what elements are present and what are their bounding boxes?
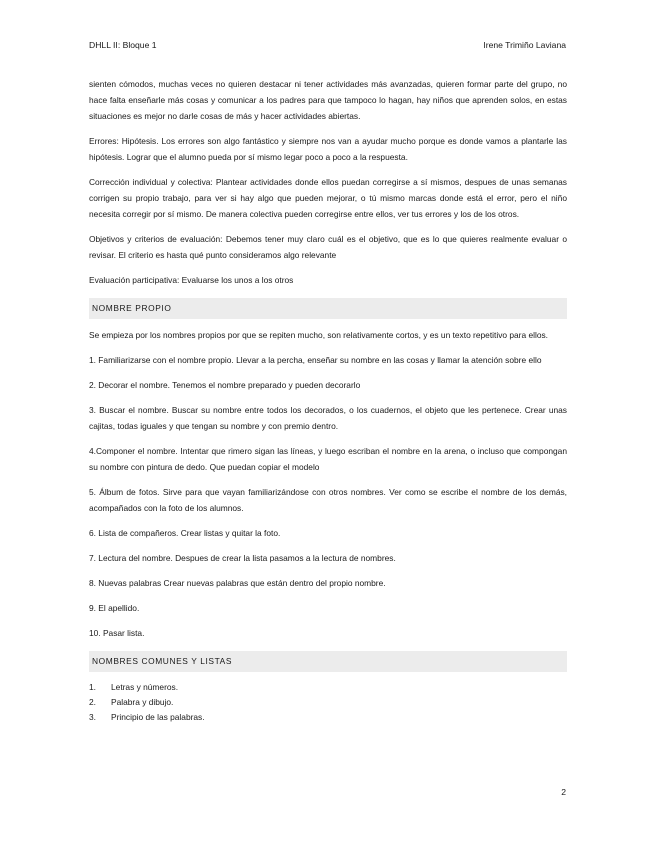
list-item	[89, 710, 567, 725]
numbered-step: 7. Lectura del nombre. Despues de crear la lista pasamos a la lectura de nombres.	[89, 553, 396, 563]
section-heading-nombre-propio: NOMBRE PROPIO	[89, 298, 567, 319]
page-content	[89, 76, 567, 725]
paragraph: Corrección individual y colectiva: Plantear actividades donde ellos puedan corregirse a sí mismos, despues de unas semanas corrigen su propio trabajo, para ver si hay algo que pueden mejorar, o tú mismo marcas donde está el error, pero el niño necesita corregir por sí mismo. De manera colectiva pueden corregirse entre ellos, ver tus errores y los de los otros.	[89, 177, 567, 219]
list-item	[89, 680, 567, 695]
list-item-number: 2.	[89, 697, 96, 707]
numbered-step: 1. Familiarizarse con el nombre propio. Llevar a la percha, enseñar su nombre en las cosas y llamar la atención sobre ello	[89, 355, 542, 365]
paragraph: sienten cómodos, muchas veces no quieren destacar ni tener actividades más avanzadas, quieren formar parte del grupo, no hace falta enseñarle más cosas y comunicar a los padres para que tampoco lo hagan, hay niños que aprenden solos, en estas situaciones es mejor no darle cosas de más y hacer actividades abiertas.	[89, 79, 567, 121]
numbered-step: 10. Pasar lista.	[89, 628, 145, 638]
header-author: Irene Trimiño Laviana	[483, 40, 566, 50]
list-item-number: 3.	[89, 712, 96, 722]
numbered-list	[89, 680, 567, 725]
list-item-text: Principio de las palabras.	[111, 712, 205, 722]
page-number: 2	[561, 787, 566, 797]
numbered-step: 5. Álbum de fotos. Sirve para que vayan familiarizándose con otros nombres. Ver como se escribe el nombre de los demás, acompañados con la foto de los alumnos.	[89, 487, 567, 513]
paragraph: Evaluación participativa: Evaluarse los unos a los otros	[89, 275, 294, 285]
numbered-step: 6. Lista de compañeros. Crear listas y quitar la foto.	[89, 528, 281, 538]
paragraph: Se empieza por los nombres propios por que se repiten mucho, son relativamente cortos, y es un texto repetitivo para ellos.	[89, 330, 549, 340]
numbered-step: 9. El apellido.	[89, 603, 140, 613]
page-header	[89, 40, 566, 50]
paragraph: Errores: Hipótesis. Los errores son algo fantástico y siempre nos van a ayudar mucho porque es donde vamos a plantarle las hipótesis. Lograr que el alumno pueda por sí mismo legar poco a poco a la respuesta.	[89, 136, 567, 162]
header-course: DHLL II: Bloque 1	[89, 40, 157, 50]
section-heading-nombres-comunes: NOMBRES COMUNES Y LISTAS	[89, 651, 567, 672]
numbered-step: 2. Decorar el nombre. Tenemos el nombre preparado y pueden decorarlo	[89, 380, 361, 390]
paragraph: Objetivos y criterios de evaluación: Debemos tener muy claro cuál es el objetivo, que es lo que quieres realmente evaluar o revisar. El criterio es hasta qué punto consideramos algo relevante	[89, 234, 567, 260]
list-item	[89, 695, 567, 710]
numbered-step: 8. Nuevas palabras Crear nuevas palabras que están dentro del propio nombre.	[89, 578, 386, 588]
list-item-number: 1.	[89, 682, 96, 692]
numbered-step: 3. Buscar el nombre. Buscar su nombre entre todos los decorados, o los cuadernos, el objeto que les pertenece. Crear unas cajitas, todas iguales y que tengan su nombre y con premio dentro.	[89, 405, 567, 431]
list-item-text: Palabra y dibujo.	[111, 697, 174, 707]
list-item-text: Letras y números.	[111, 682, 179, 692]
numbered-step: 4.Componer el nombre. Intentar que rimero sigan las líneas, y luego escriban el nombre en la arena, o incluso que compongan su nombre con pintura de dedo. Que puedan copiar el modelo	[89, 446, 567, 472]
